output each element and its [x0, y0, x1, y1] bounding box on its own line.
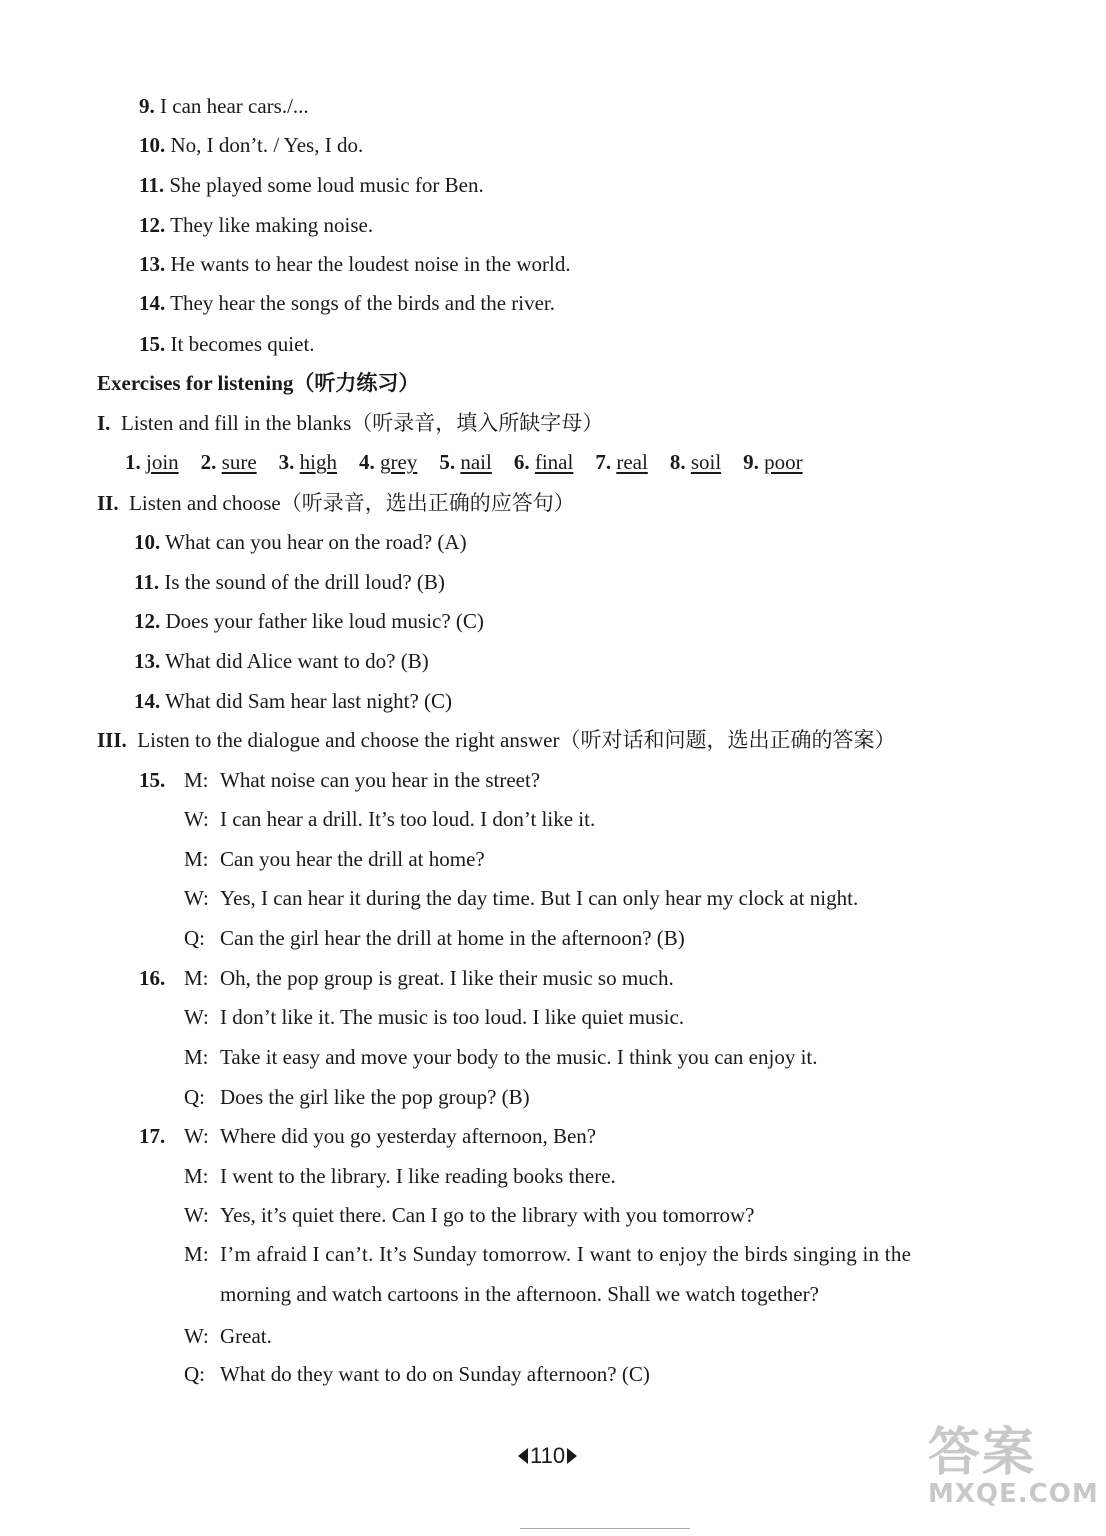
- blank-item: 6. final: [513, 450, 574, 474]
- dialogue-question: Q: What do they want to do on Sunday afternoon? (C): [184, 1362, 650, 1386]
- section-3-title: III. Listen to the dialogue and choose the right answer（听对话和问题，选出正确的答案）: [97, 728, 896, 752]
- choose-item-13: 13. What did Alice want to do? (B): [134, 649, 429, 673]
- dialogue-line: W: Yes, I can hear it during the day time. But I can only hear my clock at night.: [184, 886, 859, 910]
- section-2-title: II. Listen and choose（听录音，选出正确的应答句）: [97, 491, 575, 515]
- watermark-logo: [928, 1410, 1098, 1530]
- answer-15: 15. It becomes quiet.: [139, 332, 315, 356]
- choose-item-10: 10. What can you hear on the road? (A): [134, 530, 467, 554]
- choose-item-14: 14. What did Sam hear last night? (C): [134, 689, 453, 713]
- dialogue-question: Q: Can the girl hear the drill at home in the afternoon? (B): [184, 926, 685, 950]
- dialogue-line: W: Where did you go yesterday afternoon, Ben?: [184, 1124, 597, 1148]
- section-1-title: I. Listen and fill in the blanks（听录音，填入所缺字母）: [97, 411, 604, 435]
- blank-item: 4. grey: [359, 450, 418, 474]
- watermark-top: 答案: [928, 1423, 1037, 1483]
- dialogue-line: M: What noise can you hear in the street?: [184, 768, 541, 792]
- dialogue-16-number: 16.: [139, 966, 166, 990]
- exercises-heading: Exercises for listening（听力练习）: [97, 371, 420, 395]
- watermark-bottom: MXQE.COM: [928, 1479, 1099, 1509]
- blank-item: 5. nail: [439, 450, 492, 474]
- dialogue-line: W: Yes, it’s quiet there. Can I go to the library with you tomorrow?: [184, 1203, 755, 1227]
- dialogue-line: M: I went to the library. I like reading books there.: [184, 1164, 616, 1188]
- dialogue-17-number: 17.: [139, 1124, 166, 1148]
- page-number: [518, 1443, 577, 1469]
- dialogue-question: Q: Does the girl like the pop group? (B): [184, 1085, 530, 1109]
- answer-14: 14. They hear the songs of the birds and the river.: [139, 291, 556, 315]
- dialogue-line: W: I can hear a drill. It’s too loud. I don’t like it.: [184, 807, 596, 831]
- dialogue-line: M: Oh, the pop group is great. I like their music so much.: [184, 966, 674, 990]
- dialogue-line: M: I’m afraid I can’t. It’s Sunday tomorrow. I want to enjoy the birds singing in the: [184, 1242, 912, 1266]
- blank-item: 3. high: [278, 450, 338, 474]
- answer-9: 9. I can hear cars./...: [139, 94, 309, 118]
- blank-item: 7. real: [595, 450, 648, 474]
- answer-13: 13. He wants to hear the loudest noise in the world.: [139, 252, 571, 276]
- left-triangle-icon: [518, 1448, 528, 1464]
- answer-11: 11. She played some loud music for Ben.: [139, 173, 484, 197]
- blank-item: 1. join: [125, 450, 179, 474]
- dialogue-line: W: Great.: [184, 1324, 272, 1348]
- choose-item-12: 12. Does your father like loud music? (C): [134, 609, 484, 633]
- dialogue-15-number: 15.: [139, 768, 166, 792]
- blank-item: 2. sure: [200, 450, 257, 474]
- right-triangle-icon: [567, 1448, 577, 1464]
- page-number-text: 110: [530, 1443, 566, 1468]
- choose-item-11: 11. Is the sound of the drill loud? (B): [134, 570, 445, 594]
- dialogue-line: M: Take it easy and move your body to the music. I think you can enjoy it.: [184, 1045, 818, 1069]
- answer-12: 12. They like making noise.: [139, 213, 374, 237]
- blanks-row: [125, 448, 825, 476]
- blank-item: 8. soil: [669, 450, 722, 474]
- answer-10: 10. No, I don’t. / Yes, I do.: [139, 133, 364, 157]
- dialogue-line-continued: morning and watch cartoons in the afternoon. Shall we watch together?: [220, 1282, 819, 1306]
- footer-rule: [520, 1528, 690, 1529]
- dialogue-line: W: I don’t like it. The music is too loud. I like quiet music.: [184, 1005, 685, 1029]
- blank-item: 9. poor: [743, 450, 803, 474]
- dialogue-line: M: Can you hear the drill at home?: [184, 847, 485, 871]
